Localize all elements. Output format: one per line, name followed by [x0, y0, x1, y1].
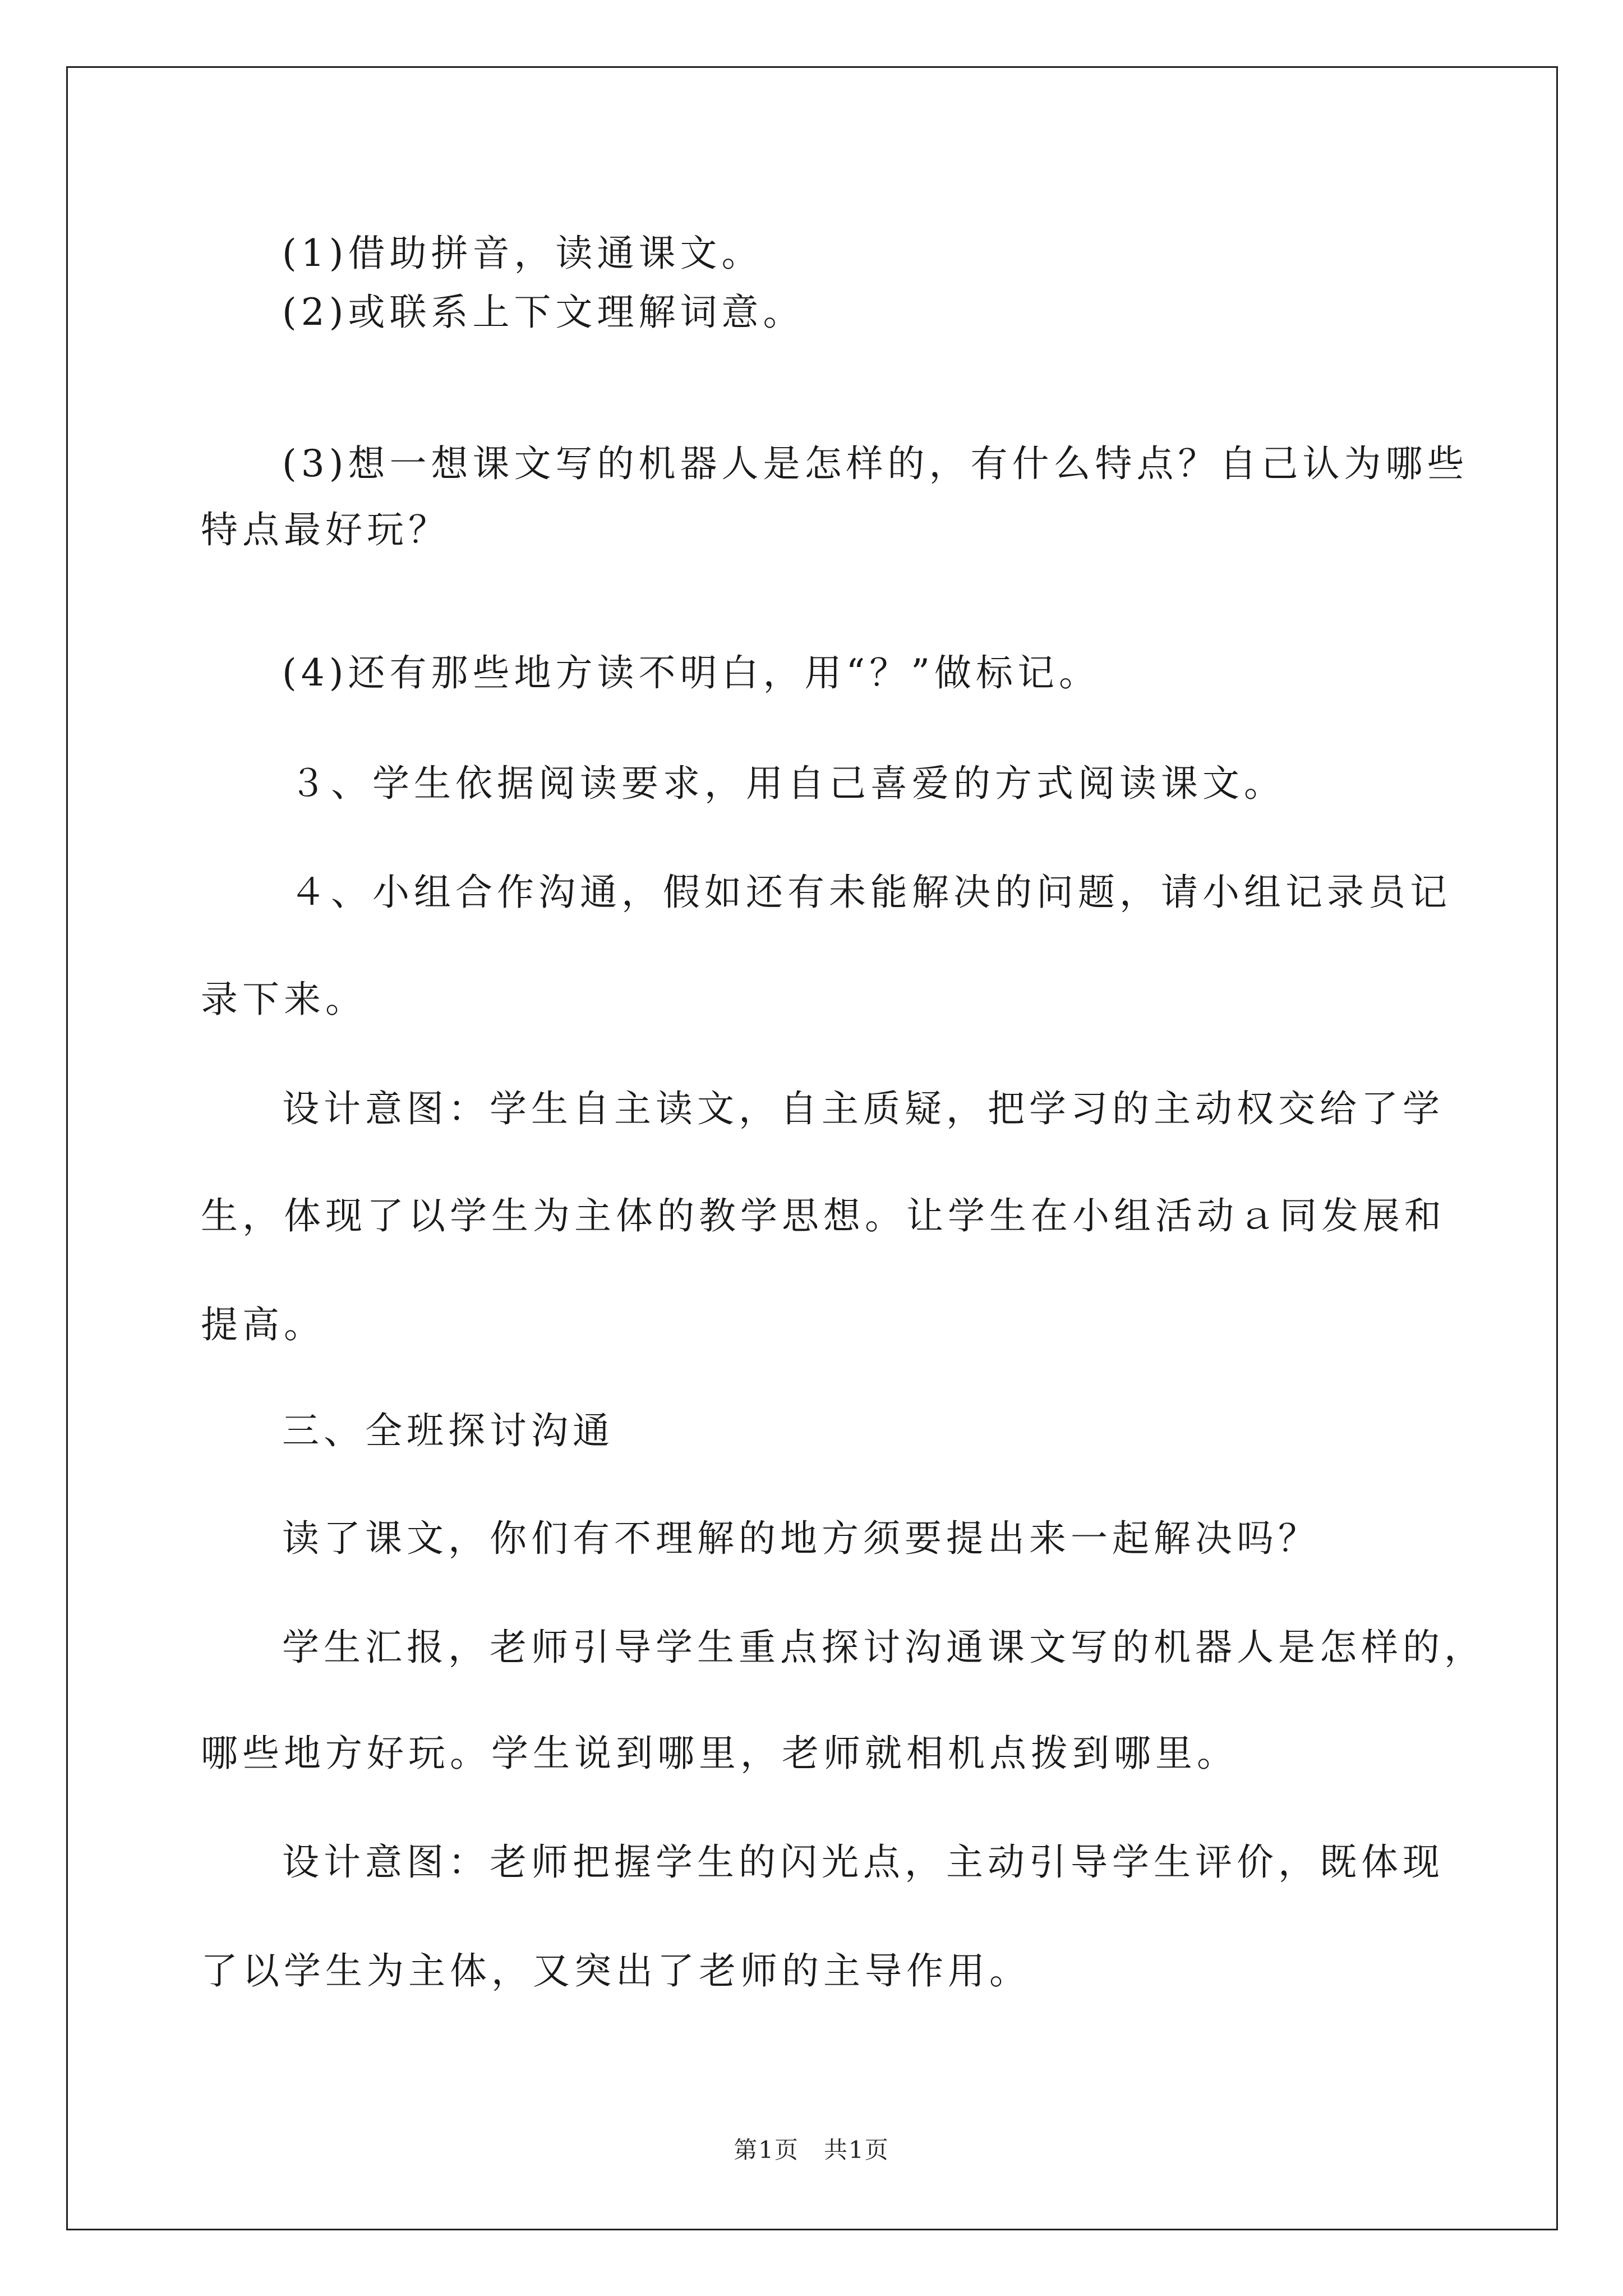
paragraph-line: (4)还有那些地方读不明白，用“？”做标记。	[282, 651, 1100, 694]
page-number: 第1页	[734, 2136, 799, 2164]
paragraph-line: 特点最好玩？	[201, 508, 450, 551]
paragraph-line: (1)借助拼音，读通课文。	[282, 232, 763, 275]
page-border	[66, 66, 1558, 2230]
paragraph-line: ３、学生依据阅读要求，用自己喜爱的方式阅读课文。	[289, 762, 1285, 805]
section-heading: 三、全班探讨沟通	[282, 1409, 614, 1452]
paragraph-line: 哪些地方好玩。学生说到哪里，老师就相机点拨到哪里。	[201, 1732, 1238, 1775]
paragraph-line: 生，体现了以学生为主体的教学思想。让学生在小组活动ａ同发展和	[201, 1194, 1446, 1237]
page-footer	[0, 2132, 1623, 2165]
paragraph-line: 设计意图：老师把握学生的闪光点，主动引导学生评价，既体现	[282, 1841, 1444, 1884]
paragraph-line: (3)想一想课文写的机器人是怎样的，有什么特点？自己认为哪些	[282, 442, 1469, 485]
page-total: 共1页	[824, 2136, 889, 2164]
paragraph-line: 设计意图：学生自主读文，自主质疑，把学习的主动权交给了学	[282, 1087, 1444, 1130]
paragraph-line: (2)或联系上下文理解词意。	[282, 291, 805, 334]
paragraph-line: 提高。	[201, 1303, 325, 1346]
paragraph-line: 学生汇报，老师引导学生重点探讨沟通课文写的机器人是怎样的，	[282, 1626, 1486, 1669]
paragraph-line: 读了课文，你们有不理解的地方须要提出来一起解决吗？	[282, 1517, 1320, 1560]
paragraph-line: ４、小组合作沟通，假如还有未能解决的问题，请小组记录员记	[289, 871, 1451, 914]
paragraph-line: 录下来。	[201, 978, 367, 1021]
paragraph-line: 了以学生为主体，又突出了老师的主导作用。	[201, 1949, 1031, 1993]
